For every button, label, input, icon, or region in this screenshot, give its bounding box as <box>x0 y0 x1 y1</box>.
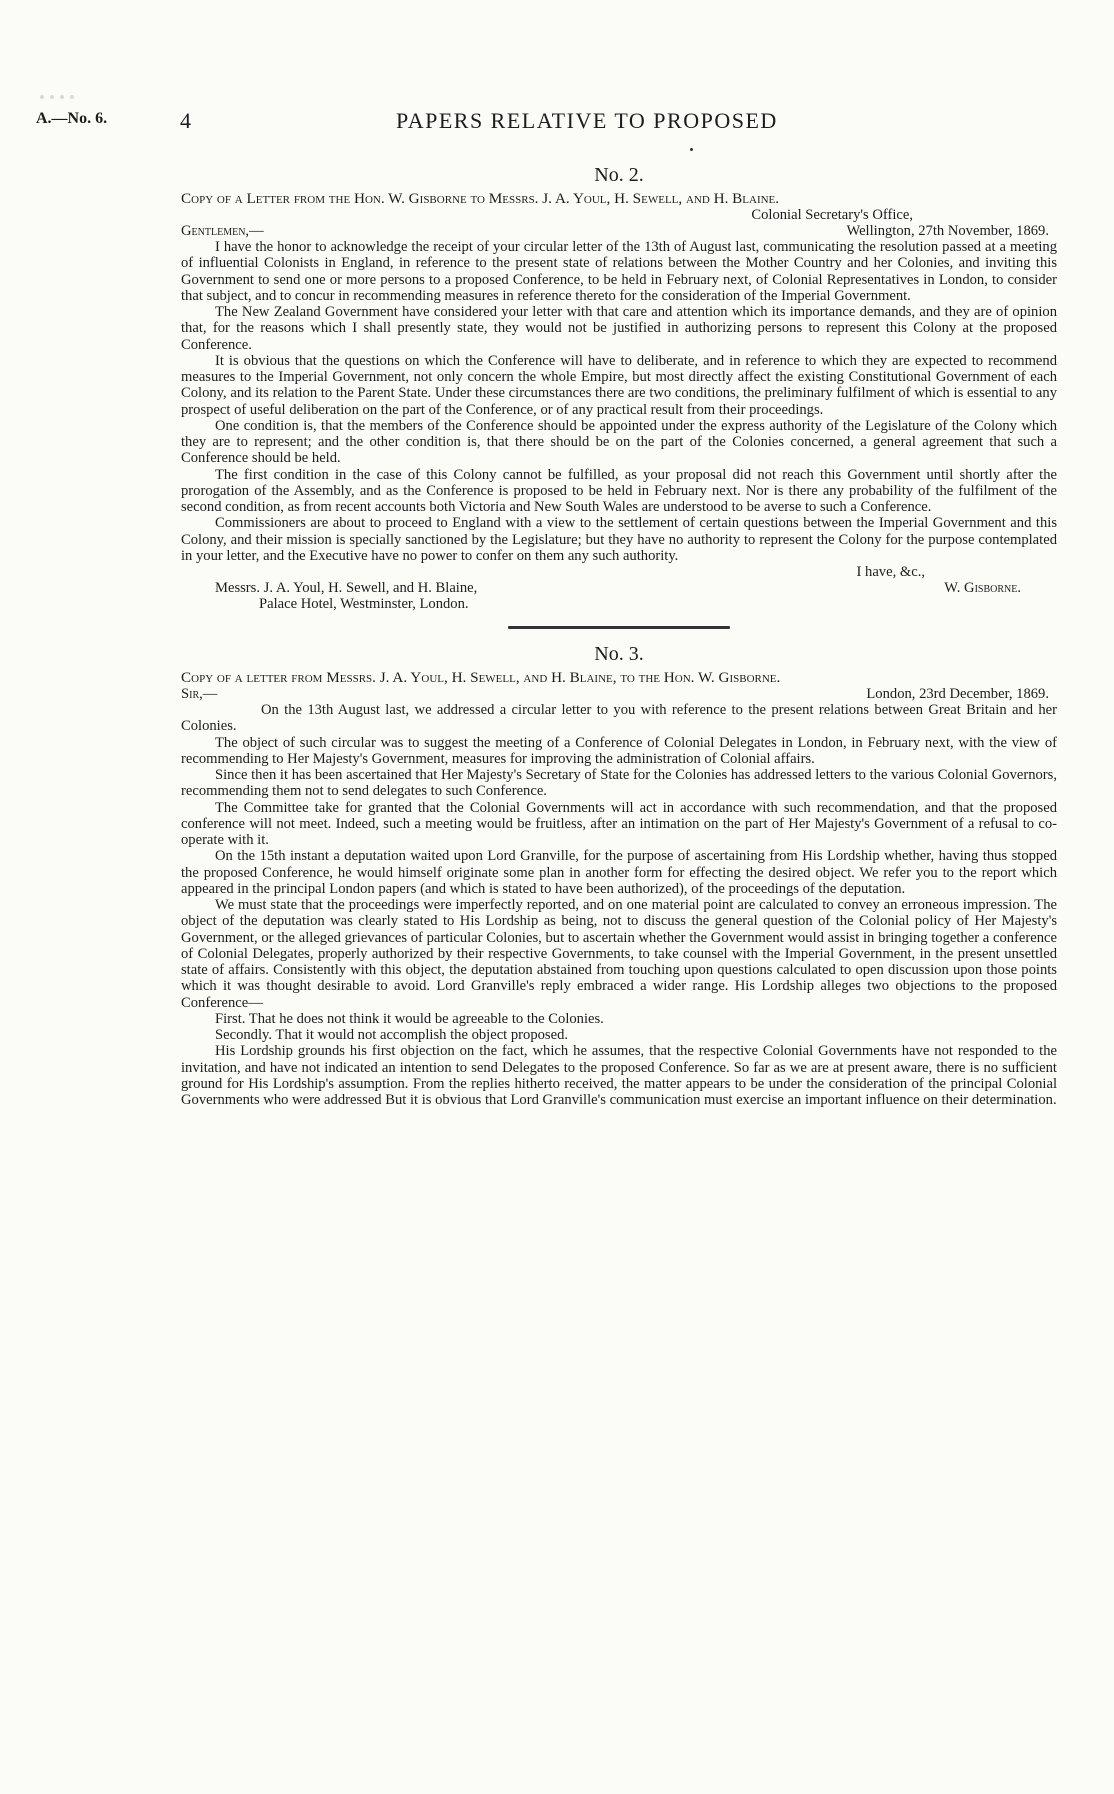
letter-3-paragraph-4: The Committee take for granted that the Colonial Governments will act in accordance with such recommendation, and that the proposed conference will not meet. Indeed, such a meeting would be fruitless, after an intimation on the part of Her Majesty's Government of a refusal to co-operate with it. <box>181 799 1057 848</box>
page-number: 4 <box>180 108 191 133</box>
letter-2-address: Palace Hotel, Westminster, London. <box>259 596 469 612</box>
letter-2-paragraph-4: One condition is, that the members of the Conference should be appointed under the express authority of the Legislature of the Colony which they are to represent; and the other condition is, that there should be on the part of the Colonies concerned, a general agreement that such a Conference should be held. <box>181 417 1057 467</box>
letter-2-addressee: Messrs. J. A. Youl, H. Sewell, and H. Blaine, <box>215 580 478 596</box>
letter-2-paragraph-1: I have the honor to acknowledge the receipt of your circular letter of the 13th of August last, communicating the resolution passed at a meeting of influential Colonists in England, in reference to the present state of relations between the Mother Country and her Colonies, and inviting this Government to send one or more persons to a proposed Conference, to be held in February next, of Colonial Representatives in London, to consider that subject, and to concur in recommending measures in reference thereto for the consideration of the Imperial Government. <box>181 239 1057 304</box>
letter-3-paragraph-6: We must state that the proceedings were imperfectly reported, and on one material point are calculated to convey an erroneous impression. The object of the deputation was clearly stated to His Lordship as being, not to discuss the general question of the Colonial policy of Her Majesty's Government, or the alleged grievances of particular Colonies, but to ascertain whether the Government would assist in bringing together a conference of Colonial Delegates, properly authorized by their respective Governments, to take counsel with the Imperial Government, in the present unsettled state of affairs. Consistently with this object, the deputation abstained from touching upon questions calculated to open discussion upon those points which it was thought desirable to avoid. Lord Granville's reply embraced a wider range. His Lordship alleges two objections to the proposed Conference— <box>181 897 1057 1011</box>
running-title: PAPERS RELATIVE TO PROPOSED <box>396 108 778 133</box>
letter-2-place-date: Wellington, 27th November, 1869. <box>846 223 1049 239</box>
letter-3-paragraph-5: On the 15th instant a deputation waited upon Lord Granville, for the purpose of ascertaining from His Lordship whether, having thus stopped the proposed Conference, he would himself originate some plan in another form for effecting the desired object. We refer you to the report which appeared in the principal London papers (and which is stated to have been authorized), of the proceedings of the deputation. <box>181 848 1057 897</box>
letter-2-closing: I have, &c., <box>856 564 925 580</box>
letter-2-heading: Copy of a Letter from the Hon. W. Gisborne to Messrs. J. A. Youl, H. Sewell, and H. Blaine. <box>181 190 780 207</box>
letter-2-salutation: Gentlemen,— <box>181 223 264 239</box>
ink-smudge <box>40 86 100 96</box>
letter-2-salutation-row <box>181 223 1057 239</box>
letter-3-paragraph-1: On the 13th August last, we addressed a circular letter to you with reference to the present relations between Great Britain and her Colonies. <box>181 702 1057 735</box>
letter-2 <box>181 160 1057 1108</box>
document-reference: A.—No. 6. <box>36 110 108 127</box>
letter-2-addressee-row <box>181 580 1057 596</box>
section-divider <box>508 626 730 629</box>
letter-3-salutation-row <box>181 686 1057 702</box>
letter-3-number: No. 3. <box>594 643 644 665</box>
letter-3-salutation: Sir,— <box>181 686 218 702</box>
letter-2-number: No. 2. <box>594 164 644 186</box>
letter-3-paragraph-8: Secondly. That it would not accomplish the object proposed. <box>215 1027 569 1043</box>
letter-3-paragraph-7: First. That he does not think it would be agreeable to the Colonies. <box>215 1010 604 1027</box>
letter-2-paragraph-3: It is obvious that the questions on which the Conference will have to deliberate, and in reference to which they are expected to recommend measures to the Imperial Government, not only concern the whole Empire, but most directly affect the existing Constitutional Government of each Colony, and its relation to the Parent State. Under these circumstances there are two conditions, the preliminary fulfilment of which is essential to any prospect of useful deliberation on the part of the Conference, or of any practical result from their proceedings. <box>181 352 1057 418</box>
letter-3-heading: Copy of a letter from Messrs. J. A. Youl, H. Sewell, and H. Blaine, to the Hon. W. Gisborne. <box>181 669 781 686</box>
letter-3-place-date: London, 23rd December, 1869. <box>866 686 1049 702</box>
letter-3-paragraph-9: His Lordship grounds his first objection on the fact, which he assumes, that the respective Colonial Governments have not responded to the invitation, and have not indicated an intention to send Delegates to the proposed Conference. So far as we are at present aware, there is no sufficient ground for His Lordship's assumption. From the replies hitherto received, the matter appears to be under the consideration of the principal Colonial Governments who were addressed But it is obvious that Lord Granville's communication must exercise an important influence on their determination. <box>181 1043 1057 1108</box>
letter-2-office: Colonial Secretary's Office, <box>751 207 913 223</box>
letter-2-paragraph-5: The first condition in the case of this Colony cannot be fulfilled, as your proposal did not reach this Government until shortly after the prorogation of the Assembly, and as the Conference is proposed to be held in February next. Nor is there any probability of the fulfilment of the second condition, as from recent accounts both Victoria and New South Wales are understood to be averse to such a Conference. <box>181 466 1057 515</box>
letter-2-paragraph-6: Commissioners are about to proceed to England with a view to the settlement of certain questions between the Imperial Government and this Colony, and their mission is specially sanctioned by the Legislature; but they have no authority to represent the Colony for the purpose contemplated in your letter, and the Executive have no power to confer on them any such authority. <box>181 515 1057 564</box>
letter-3-paragraph-3: Since then it has been ascertained that Her Majesty's Secretary of State for the Colonies has addressed letters to the various Colonial Governors, recommending them not to send delegates to such Conference. <box>181 767 1057 800</box>
letter-2-signature: W. Gisborne. <box>944 580 1021 596</box>
print-mark <box>690 148 693 151</box>
letter-3-paragraph-2: The object of such circular was to suggest the meeting of a Conference of Colonial Delegates in London, in February next, with the view of recommending to Her Majesty's Government, measures for improving the administration of Colonial affairs. <box>181 734 1057 767</box>
letter-2-paragraph-2: The New Zealand Government have considered your letter with that care and attention which its importance demands, and they are of opinion that, for the reasons which I shall presently state, they would not be justified in authorizing persons to represent this Colony at the proposed Conference. <box>181 304 1057 353</box>
